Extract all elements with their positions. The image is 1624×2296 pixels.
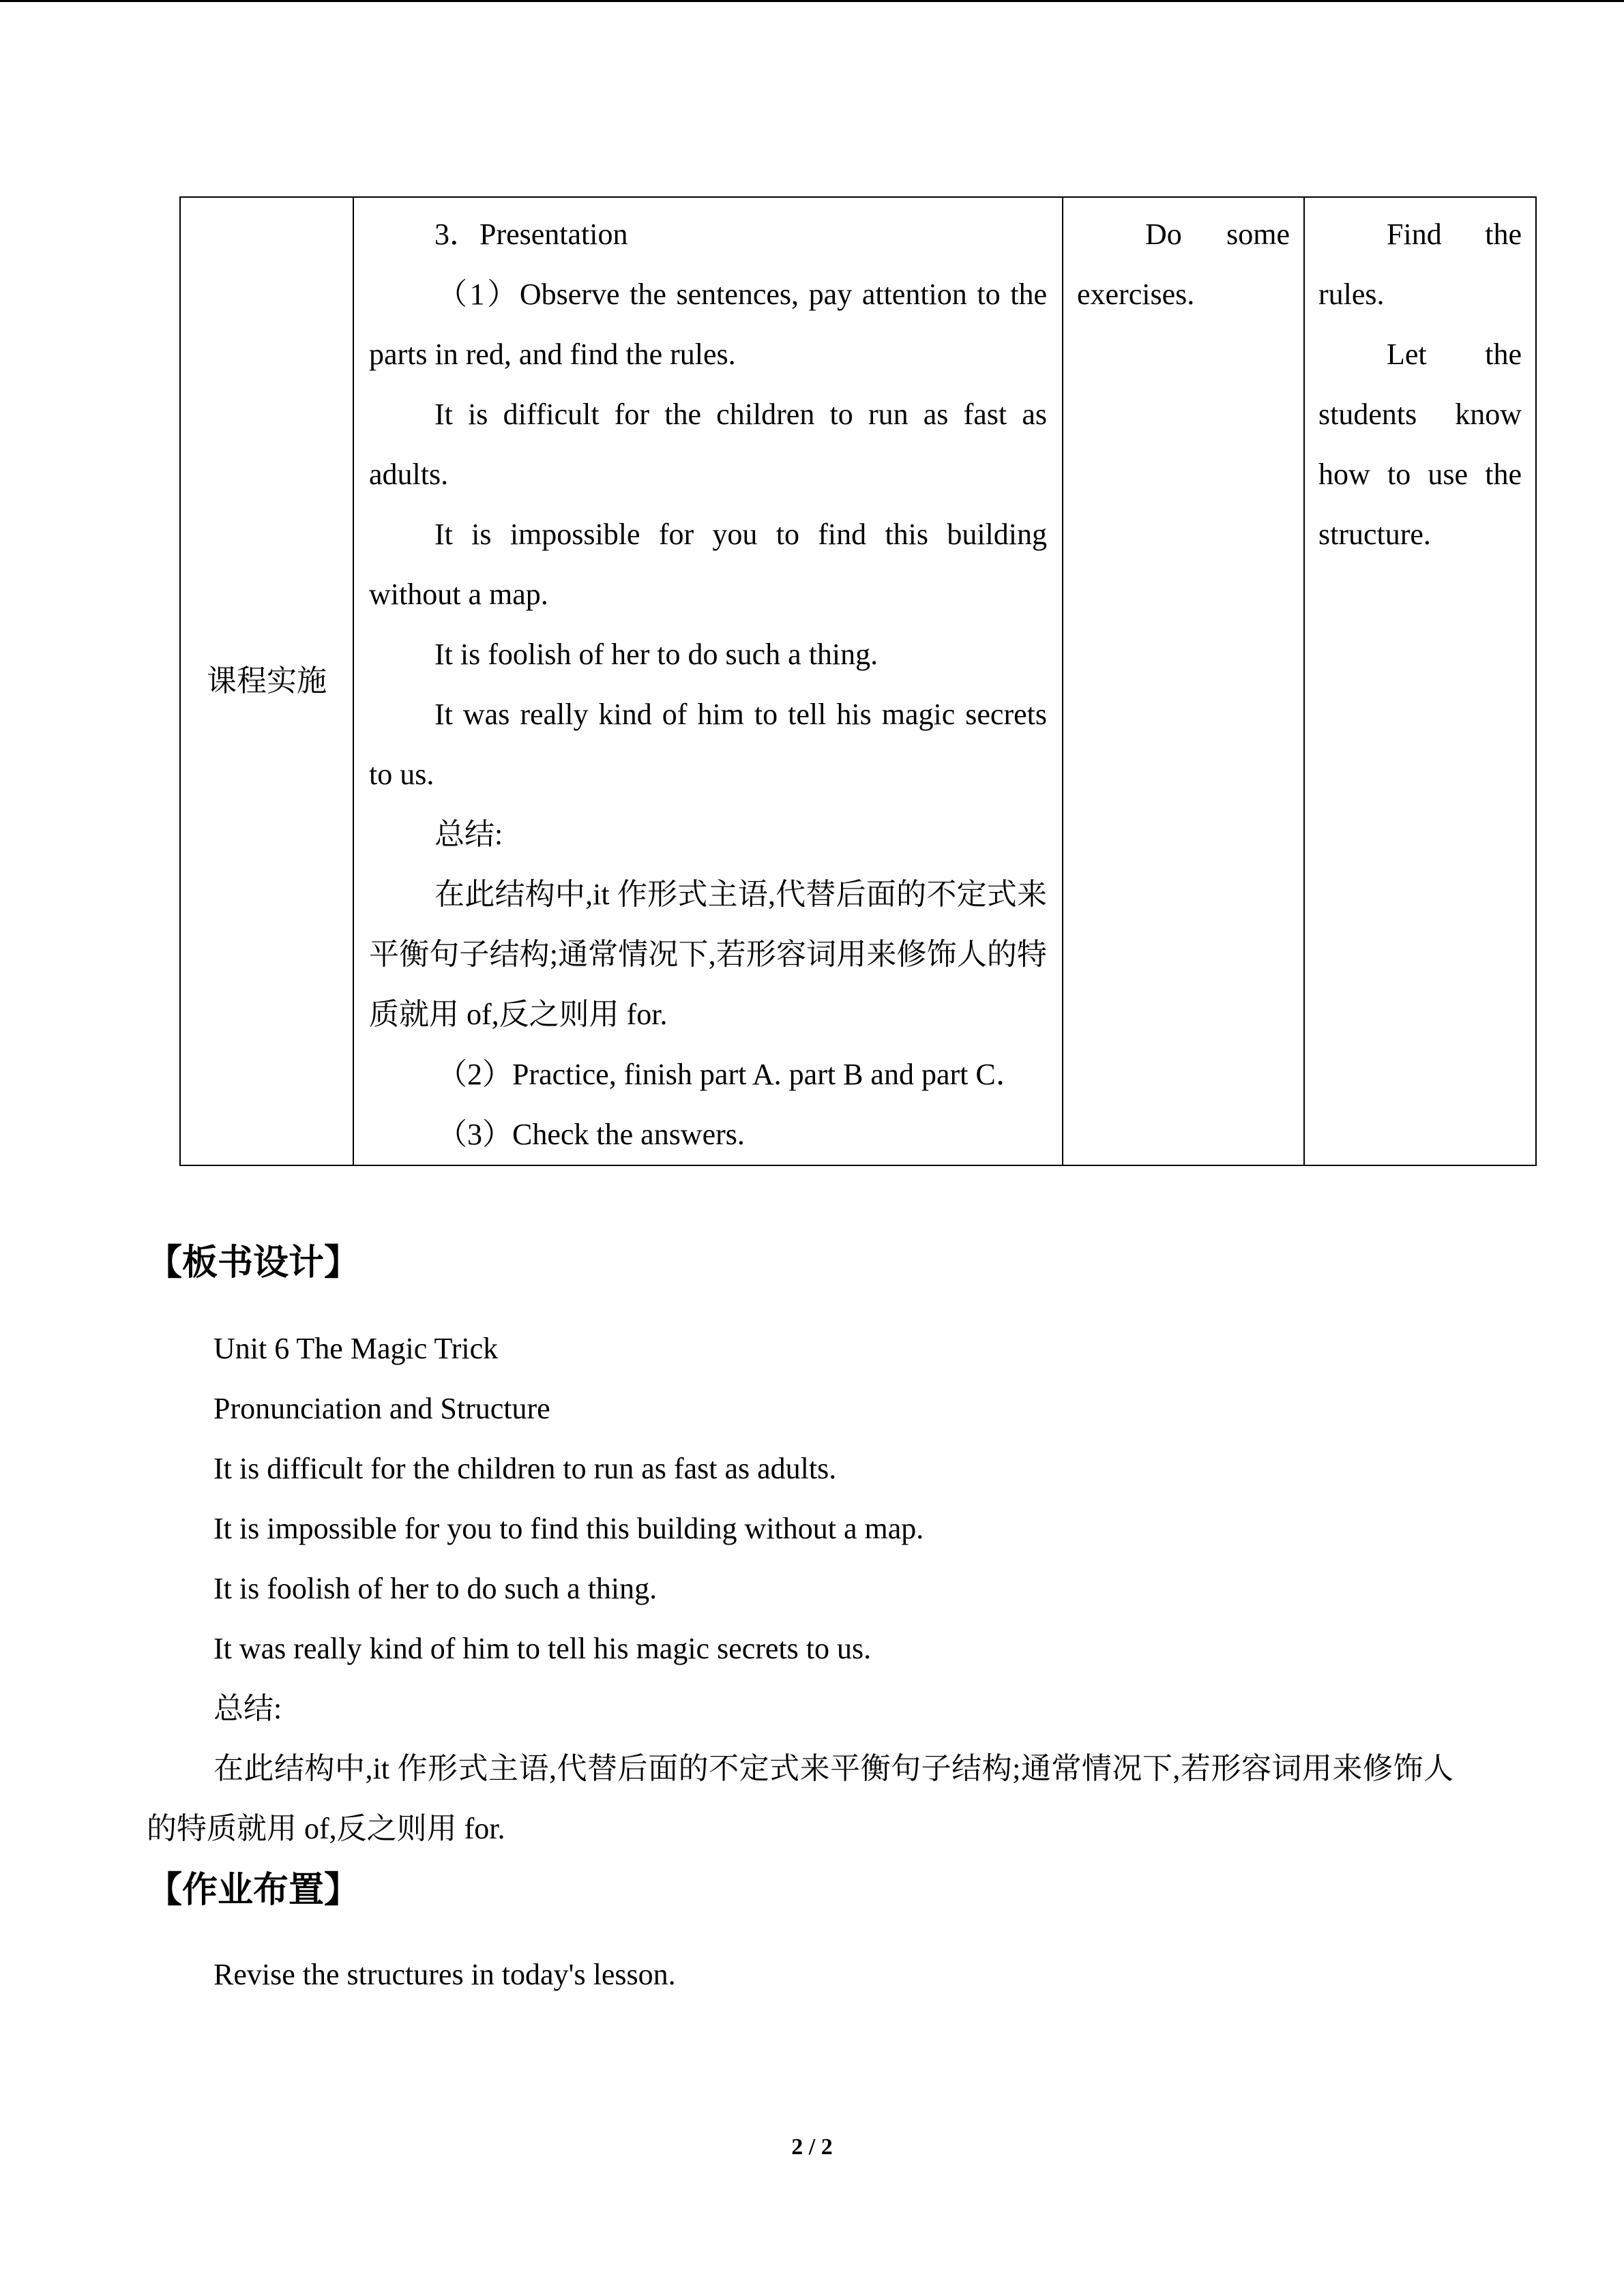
design-intent-2: Let the students know how to use the structure.: [1318, 338, 1522, 551]
top-border-line: [0, 0, 1624, 2]
example-sentence-1: It is difficult for the children to run as fast as adults.: [369, 398, 1047, 491]
board-line-1: Unit 6 The Magic Trick: [213, 1332, 499, 1365]
stage-label-cell: [180, 197, 353, 1165]
student-activity-text: Do some exercises.: [1077, 218, 1290, 311]
board-line-3: It is difficult for the children to run as fast as adults.: [213, 1452, 837, 1485]
lesson-plan-table: [179, 196, 1537, 1166]
board-line-4: It is impossible for you to find this building without a map.: [213, 1512, 924, 1545]
example-sentence-2: It is impossible for you to find this building without a map.: [369, 518, 1047, 611]
process-step-3: （3）Check the answers.: [437, 1118, 745, 1151]
design-intent-1: Find the rules.: [1318, 218, 1522, 311]
board-line-2: Pronunciation and Structure: [213, 1392, 550, 1425]
board-summary-text: 在此结构中,it 作形式主语,代替后面的不定式来平衡句子结构;通常情况下,若形容词用来修饰人的特质就用 of,反之则用 for.: [147, 1752, 1453, 1845]
board-design-content: [147, 1319, 1453, 1859]
design-intent-cell: [1304, 197, 1536, 1165]
summary-text: 在此结构中,it 作形式主语,代替后面的不定式来平衡句子结构;通常情况下,若形容词用来修饰人的特质就用 of,反之则用 for.: [369, 878, 1047, 1031]
page-number: 2 / 2: [791, 2134, 833, 2160]
board-summary-label: 总结:: [213, 1692, 282, 1725]
example-sentence-3: It is foolish of her to do such a thing.: [434, 638, 879, 671]
stage-label: 课程实施: [207, 664, 327, 698]
teaching-process-cell: [353, 197, 1063, 1165]
example-sentence-4: It was really kind of him to tell his magic secrets to us.: [369, 698, 1047, 791]
board-line-6: It was really kind of him to tell his magic secrets to us.: [213, 1632, 872, 1665]
board-line-5: It is foolish of her to do such a thing.: [213, 1572, 658, 1605]
table-row: [180, 197, 1536, 1165]
student-activity-cell: [1063, 197, 1304, 1165]
homework-text: Revise the structures in today's lesson.: [213, 1958, 676, 1991]
homework-heading: 【作业布置】: [147, 1870, 360, 1911]
process-step-1: （1）Observe the sentences, pay attention to the parts in red, and find the rules.: [369, 278, 1047, 371]
board-design-heading: 【板书设计】: [147, 1242, 360, 1283]
homework-content: [147, 1945, 1453, 2005]
process-step-2: （2）Practice, finish part A. part B and part C．: [437, 1058, 1026, 1091]
summary-label: 总结:: [434, 818, 503, 851]
process-title: 3．Presentation: [434, 218, 628, 251]
